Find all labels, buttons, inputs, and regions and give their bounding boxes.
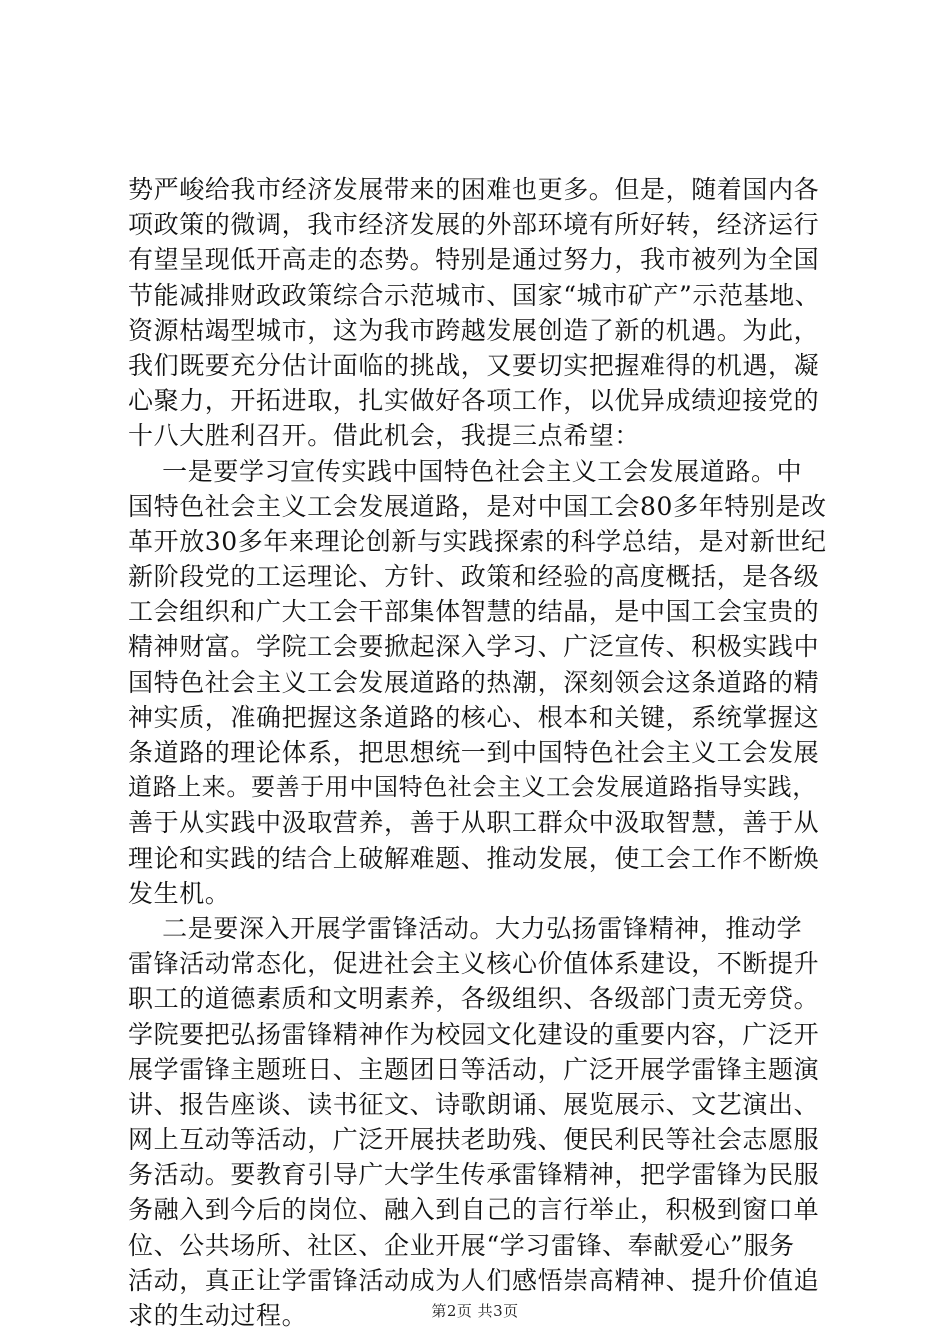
text-line: 条道路的理论体系，把思想统一到中国特色社会主义工会发展	[128, 738, 820, 767]
text-line: 善于从实践中汲取营养，善于从职工群众中汲取智慧，善于从	[128, 808, 820, 838]
text-line: 职工的道德素质和文明素养，各级组织、各级部门责无旁贷。	[128, 984, 820, 1014]
text-line: 网上互动等活动，广泛开展扶老助残、便民利民等社会志愿服	[128, 1125, 820, 1155]
text-line: 资源枯竭型城市，这为我市跨越发展创造了新的机遇。为此，	[128, 315, 820, 345]
text-line: 求的生动过程。	[128, 1301, 308, 1330]
text-line: 国特色社会主义工会发展道路，是对中国工会80多年特别是改	[128, 491, 827, 521]
text-line: 务活动。要教育引导广大学生传承雷锋精神，把学雷锋为民服	[128, 1160, 820, 1190]
text-line: 理论和实践的结合上破解难题、推动发展，使工会工作不断焕	[128, 843, 820, 873]
text-line: 务融入到今后的岗位、融入到自己的言行举止，积极到窗口单	[128, 1195, 820, 1225]
page-footer: 第2页 共3页	[431, 1302, 519, 1320]
text-line: 精神财富。学院工会要掀起深入学习、广泛宣传、积极实践中	[128, 632, 820, 662]
text-line: 活动，真正让学雷锋活动成为人们感悟崇高精神、提升价值追	[128, 1265, 820, 1295]
text-line: 节能减排财政政策综合示范城市、国家“城市矿产”示范基地、	[128, 280, 821, 310]
text-line: 国特色社会主义工会发展道路的热潮，深刻领会这条道路的精	[128, 667, 820, 697]
text-line: 一是要学习宣传实践中国特色社会主义工会发展道路。中	[128, 456, 803, 486]
text-line: 新阶段党的工运理论、方针、政策和经验的高度概括，是各级	[128, 562, 820, 592]
text-line: 项政策的微调，我市经济发展的外部环境有所好转，经济运行	[128, 210, 820, 240]
text-line: 学院要把弘扬雷锋精神作为校园文化建设的重要内容，广泛开	[128, 1019, 820, 1049]
text-line: 心聚力，开拓进取，扎实做好各项工作，以优异成绩迎接党的	[128, 386, 820, 416]
text-line: 位、公共场所、社区、企业开展“学习雷锋、奉献爱心”服务	[128, 1230, 795, 1260]
text-line: 道路上来。要善于用中国特色社会主义工会发展道路指导实践，	[128, 773, 817, 802]
text-line: 十八大胜利召开。借此机会，我提三点希望：	[128, 421, 641, 451]
text-line: 革开放30多年来理论创新与实践探索的科学总结，是对新世纪	[128, 526, 827, 556]
text-line: 发生机。	[128, 878, 231, 908]
text-line: 雷锋活动常态化，促进社会主义核心价值体系建设，不断提升	[128, 949, 820, 979]
text-line: 我们既要充分估计面临的挑战，又要切实把握难得的机遇，凝	[128, 350, 820, 380]
body-text	[128, 172, 828, 1333]
text-line: 神实质，准确把握这条道路的核心、根本和关键，系统掌握这	[128, 702, 820, 732]
text-line: 展学雷锋主题班日、主题团日等活动，广泛开展学雷锋主题演	[128, 1054, 820, 1084]
text-line: 讲、报告座谈、读书征文、诗歌朗诵、展览展示、文艺演出、	[128, 1089, 820, 1119]
text-line: 有望呈现低开高走的态势。特别是通过努力，我市被列为全国	[128, 245, 820, 275]
text-line: 二是要深入开展学雷锋活动。大力弘扬雷锋精神，推动学	[128, 913, 803, 943]
text-line: 势严峻给我市经济发展带来的困难也更多。但是，随着国内各	[128, 175, 820, 204]
text-line: 工会组织和广大工会干部集体智慧的结晶，是中国工会宝贵的	[128, 597, 820, 627]
